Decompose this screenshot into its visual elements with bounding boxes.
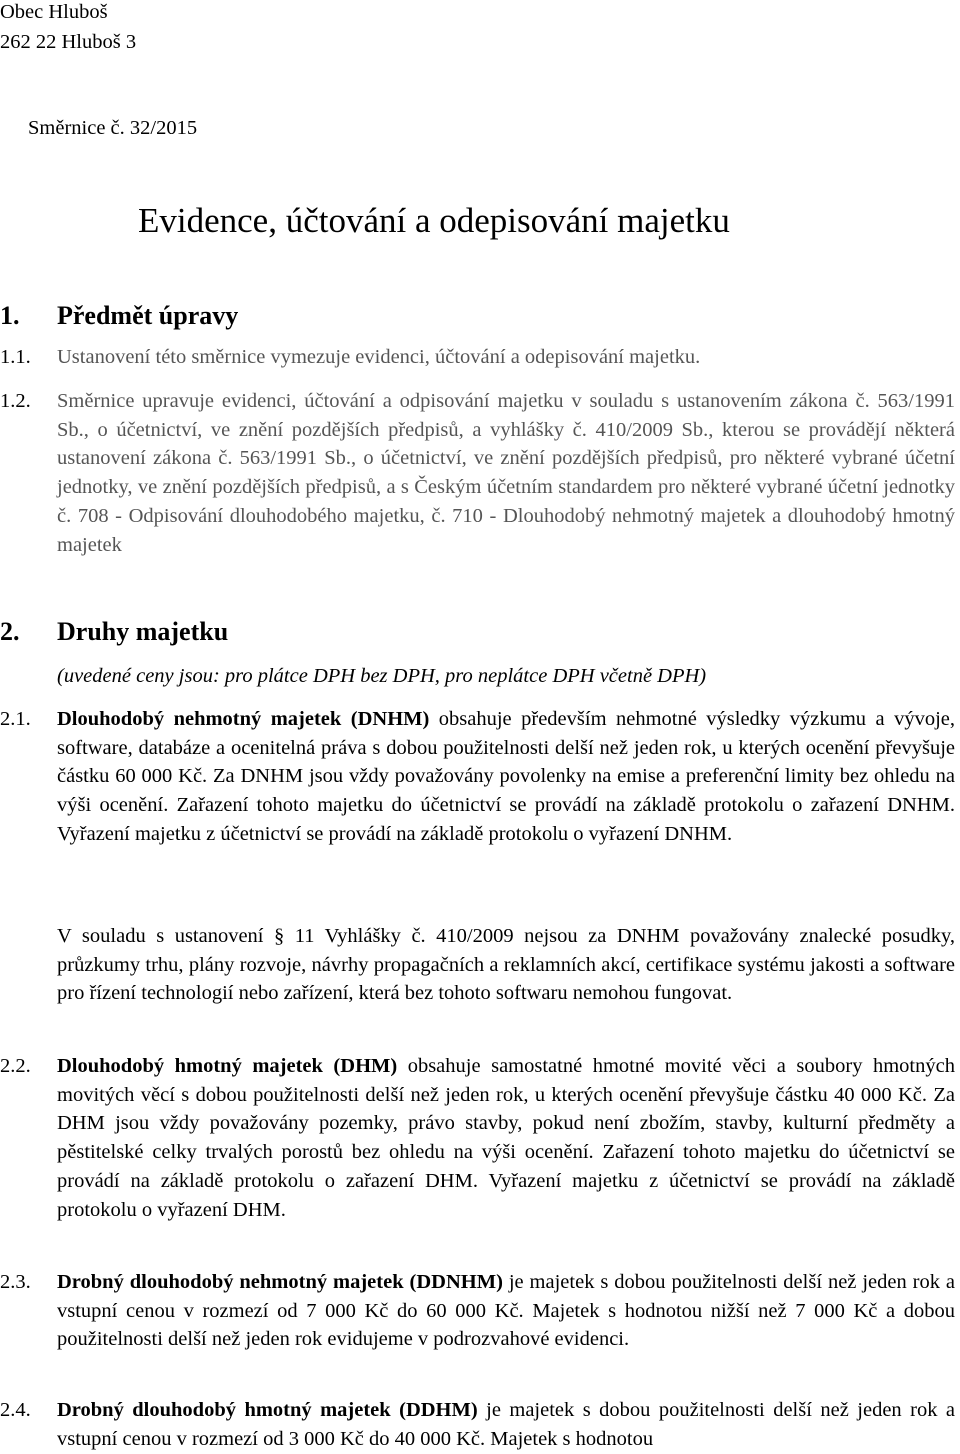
- para-1-1-text: Ustanovení této směrnice vymezuje evidenci, účtování a odepisování majetku.: [57, 346, 701, 368]
- para-2-1-number: 2.1.: [0, 708, 31, 730]
- para-1-2-number: 1.2.: [0, 390, 31, 412]
- para-2-3-text: je majetek s dobou použitelnosti delší než jeden rok a vstupní cenou v rozmezí od 7 000 Kč do 60 000 Kč. Majetek s hodnotou nižší než 7 000 Kč a dobou použitelnosti delší než jeden rok evidujeme v podrozvahové evidenci.: [57, 1271, 955, 1351]
- para-2-4-label: Drobný dlouhodobý hmotný majetek (DDHM): [57, 1399, 478, 1421]
- para-2-1b-text: V souladu s ustanovení § 11 Vyhlášky č. 410/2009 nejsou za DNHM považovány znalecké posudky, průzkumy trhu, plány rozvoje, návrhy propagačních a reklamních akcí, certifikace systému jakosti a software pro řízení technologií nebo zařízení, která bez tohoto softwaru nemohou fungovat.: [57, 925, 955, 1005]
- para-2-4: [57, 1396, 955, 1453]
- directive-number: Směrnice č. 32/2015: [28, 117, 198, 139]
- document-title: Evidence, účtování a odepisování majetku: [138, 201, 730, 240]
- para-2-3-number: 2.3.: [0, 1271, 31, 1293]
- para-2-2-number: 2.2.: [0, 1055, 31, 1077]
- para-2-2-label: Dlouhodobý hmotný majetek (DHM): [57, 1055, 398, 1077]
- para-2-4-text: je majetek s dobou použitelnosti delší než jeden rok a vstupní cenou v rozmezí od 3 000 Kč do 40 000 Kč. Majetek s hodnotou: [57, 1399, 955, 1450]
- section-2-number: 2.: [0, 617, 20, 646]
- para-1-1-number: 1.1.: [0, 346, 31, 368]
- para-2-1: [57, 705, 955, 849]
- price-note: (uvedené ceny jsou: pro plátce DPH bez DPH, pro neplátce DPH včetně DPH): [57, 665, 707, 687]
- para-2-1-label: Dlouhodobý nehmotný majetek (DNHM): [57, 708, 430, 730]
- para-2-2-text: obsahuje samostatné hmotné movité věci a soubory hmotných movitých věcí s dobou použitelnosti delší než jeden rok, u kterých ocenění převyšuje částku 40 000 Kč. Za DHM jsou vždy považovány pozemky, právo stavby, pokud není zbožím, stavby, kulturní předměty a pěstitelské celky trvalých porostů bez ohledu na výši ocenění. Zařazení tohoto majetku do účetnictví se provádí na základě protokolu o zařazení DHM. Vyřazení majetku z účetnictví se provádí na základě protokolu o vyřazení DHM.: [57, 1055, 955, 1221]
- org-address: 262 22 Hluboš 3: [0, 31, 137, 53]
- org-name: Obec Hluboš: [0, 1, 108, 23]
- para-2-1-text: obsahuje především nehmotné výsledky výzkumu a vývoje, software, databáze a ocenitelná práva s dobou použitelnosti delší než jeden rok, u kterých ocenění převyšuje částku 60 000 Kč. Za DNHM jsou vždy považovány povolenky na emise a preferenční limity bez ohledu na výši ocenění. Zařazení tohoto majetku do účetnictví se provádí na základě protokolu o zařazení DNHM. Vyřazení majetku z účetnictví se provádí na základě protokolu o vyřazení DNHM.: [57, 708, 955, 845]
- para-1-2-text: Směrnice upravuje evidenci, účtování a odpisování majetku v souladu s ustanovením zákona č. 563/1991 Sb., o účetnictví, ve znění pozdějších předpisů, a vyhlášky č. 410/2009 Sb., kterou se provádějí některá ustanovení zákona č. 563/1991 Sb., o účetnictví, ve znění pozdějších předpisů, pro některé vybrané účetní jednotky, ve znění pozdějších předpisů, a s Českým účetním standardem pro některé vybrané účetní jednotky č. 708 - Odpisování dlouhodobého majetku, č. 710 - Dlouhodobý nehmotný majetek a dlouhodobý hmotný majetek: [57, 390, 955, 556]
- section-1-heading: Předmět úpravy: [57, 301, 239, 330]
- para-2-3-label: Drobný dlouhodobý nehmotný majetek (DDNHM): [57, 1271, 503, 1293]
- section-1-number: 1.: [0, 301, 20, 330]
- para-2-2: [57, 1052, 955, 1224]
- para-2-4-number: 2.4.: [0, 1399, 31, 1421]
- para-2-3: [57, 1268, 955, 1354]
- section-2-heading: Druhy majetku: [57, 617, 229, 646]
